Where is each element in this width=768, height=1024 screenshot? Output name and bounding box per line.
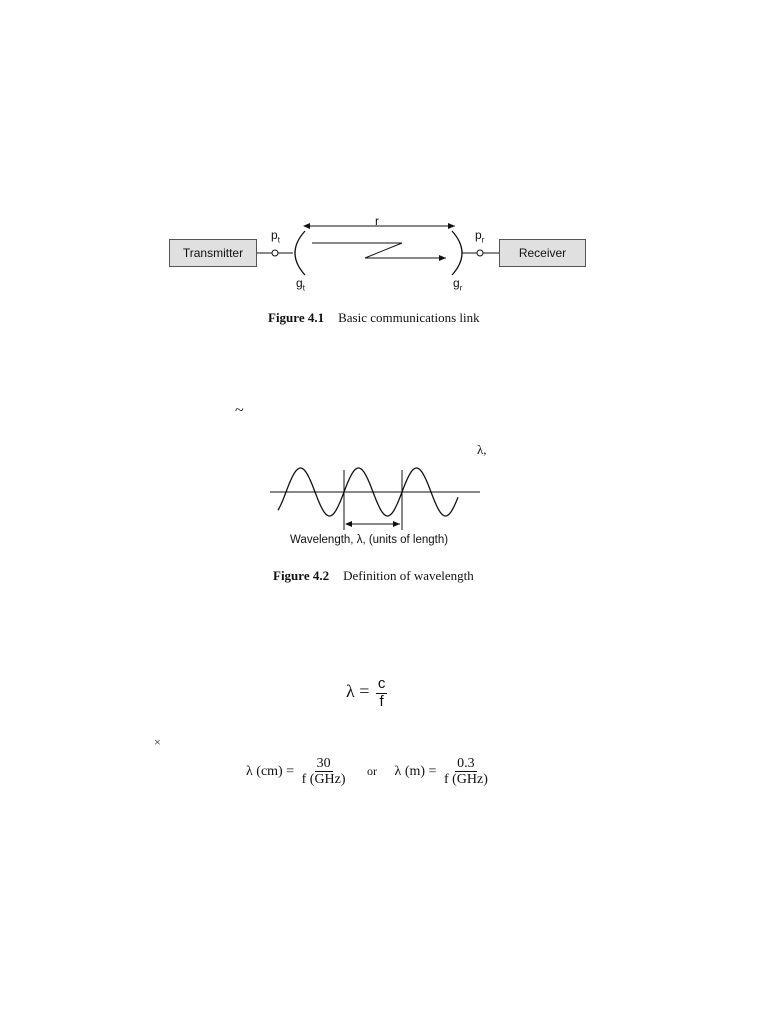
eq1-lhs: λ = (346, 681, 370, 702)
eq2-den-m: f (GHz) (443, 772, 488, 788)
gr-label: $g_r$ (453, 276, 463, 293)
figure-4-2-text: Definition of wavelength (343, 568, 474, 583)
figure-4-1-text: Basic communications link (338, 310, 480, 325)
eq2-fraction-m (442, 756, 490, 788)
pt-label: $p_t$ (271, 228, 280, 245)
tx-port (272, 250, 278, 256)
times-mark: × (154, 735, 161, 749)
tx-antenna (295, 231, 305, 275)
propagation-arrow (312, 243, 446, 258)
equation-practical (246, 756, 492, 788)
transmitter-label: Transmitter (182, 246, 244, 260)
rx-port (477, 250, 483, 256)
r-label: r (375, 214, 379, 228)
eq2-lhs-cm: λ (cm) = (246, 764, 295, 780)
gt-label: $g_t$ (296, 276, 305, 293)
eq2-den-cm: f (GHz) (301, 772, 346, 788)
eq1-denominator: f (379, 692, 384, 710)
figure-4-2-caption (273, 568, 474, 584)
wavelength-label: Wavelength, λ, (units of length) (290, 534, 449, 546)
tilde-mark: ~ (235, 402, 244, 419)
receiver-label: Receiver (518, 246, 567, 260)
link-diagram (0, 0, 768, 320)
eq2-num-m: 0.3 (457, 756, 475, 771)
pr-label: $p_r$ (475, 228, 485, 245)
eq2-lhs-m: λ (m) = (394, 764, 437, 780)
equation-wavelength (346, 676, 389, 710)
eq2-fraction-cm (300, 756, 348, 788)
rx-antenna (452, 231, 462, 275)
lambda-mark: λ, (477, 442, 487, 457)
figure-4-1-caption (268, 310, 480, 326)
eq2-or: or (367, 764, 378, 779)
eq1-numerator: c (377, 675, 386, 692)
eq2-num-cm: 30 (316, 756, 331, 771)
figure-4-2-number: Figure 4.2 (273, 568, 330, 583)
eq1-fraction (376, 676, 388, 710)
figure-4-1-number: Figure 4.1 (268, 310, 325, 325)
